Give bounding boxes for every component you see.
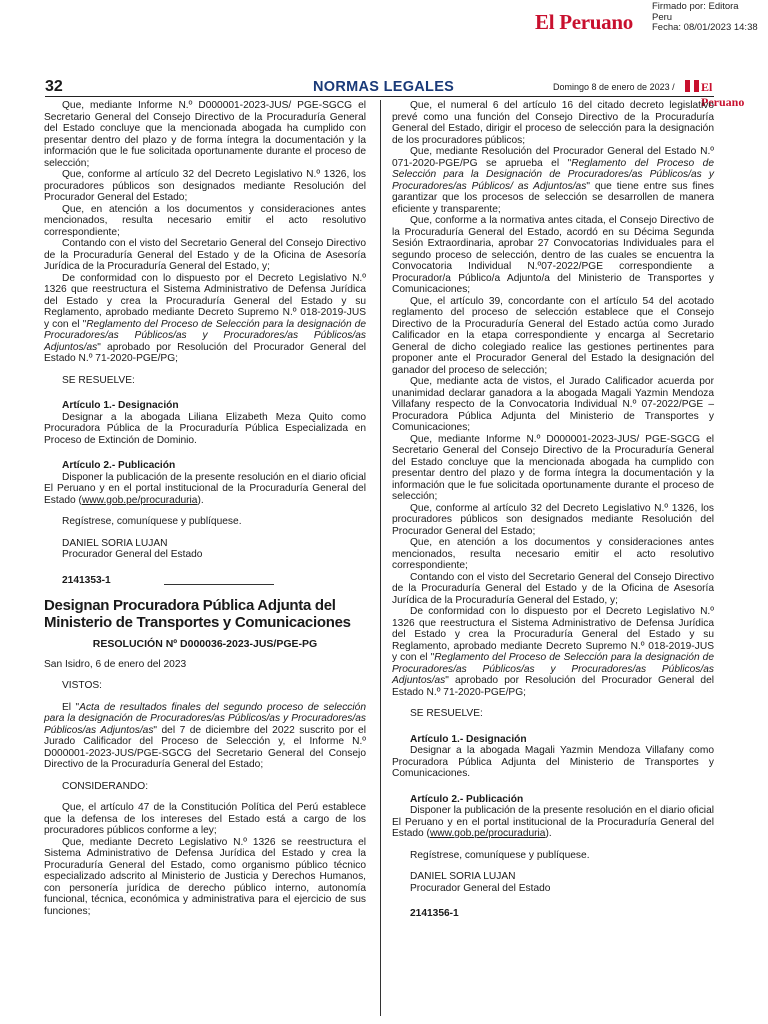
paragraph: Que, mediante Informe N.º D000001-2023-JUS/ PGE-SGCG el Secretario General del Consejo Directivo de la Procuraduría General del Estado concluye que la mencionada abogada ha cumplido con presentar dentro del plazo y de forma íntegra la documentación y la información que le fue solicitada oportunamente durante el proceso de selección;: [44, 100, 366, 169]
paragraph: Contando con el visto del Secretario General del Consejo Directivo de la Procuraduría General del Estado y de la Oficina de Asesoría Jurídica de la Procuraduría General del Estado, y;: [44, 238, 366, 272]
article-2-title: Artículo 2.- Publicación: [410, 793, 524, 805]
signature-line: Peru: [652, 11, 673, 23]
text: " aprobado por Resolución del Procurador General del Estado N.º 71-2020-PGE/PG;: [44, 341, 366, 364]
paragraph: Que, conforme al artículo 32 del Decreto Legislativo N.º 1326, los procuradores públicos son designados mediante Resolución del Procurador General del Estado;: [44, 169, 366, 203]
text: Disponer la publicación de la presente resolución en el diario oficial El Peruano y en el portal institucional de la Procuraduría General del Estado (: [44, 471, 366, 506]
signer-title: Procurador General del Estado: [410, 882, 551, 894]
section-title: NORMAS LEGALES: [313, 79, 455, 95]
article-2-title: Artículo 2.- Publicación: [62, 460, 176, 471]
article-1-title: Artículo 1.- Designación: [410, 733, 527, 745]
italic-text: Reglamento del Proceso de Selección para la designación de Procuradores/as Públicos/as y Procuradores/as Públicos/as Adjuntos/as: [392, 652, 714, 686]
column-divider: [380, 100, 381, 1016]
text: El ": [62, 701, 80, 713]
closing-text: Regístrese, comuníquese y publíquese.: [62, 516, 242, 527]
text: De conformidad con lo dispuesto por el Decreto Legislativo N.º 1326 que reestructura el Sistema Administrativo de Defensa Jurídica del Estado y crea la Procuraduría General del Estado y su Reglamento, aprobado mediante Decreto Supremo N.º 018-2019-JUS y con el ": [392, 606, 714, 663]
article-1-text: Designar a la abogada Liliana Elizabeth Meza Quito como Procuradora Pública de la Procuraduría Pública Especializada en Proceso de Extinción de Dominio.: [44, 411, 366, 446]
resolve-heading: SE RESUELVE:: [62, 374, 135, 386]
paragraph: [44, 702, 366, 771]
article-1-title: Artículo 1.- Designación: [62, 400, 179, 411]
text: " aprobado por Resolución del Procurador General del Estado N.º 71-2020-PGE/PG;: [392, 675, 714, 698]
paragraph: Que, mediante acta de vistos, el Jurado Calificador acuerda por unanimidad declarar ganadora a la abogada Magali Yazmin Mendoza Villafany respecto de la Convocatoria Individual N.º 07-2022/PGE – Procuradora Pública Adjunta del Ministerio de Transportes y Comunicaciones;: [392, 376, 714, 433]
text: ).: [197, 494, 204, 506]
separator: [164, 584, 274, 585]
paragraph: [392, 606, 714, 698]
paragraph: Que, mediante Decreto Legislativo N.º 1326 se reestructura el Sistema Administrativo de Defensa Jurídica del Estado y crea la Procuraduría General del Estado, como organismo público técnico especializado adscrito al Ministerio de Justicia y Derechos Humanos, con personería jurídica de derecho público interno, autonomía funcional, técnica, económica y administrativa para el ejercicio de sus funciones;: [44, 836, 366, 917]
considerando-heading: CONSIDERANDO:: [62, 780, 149, 792]
signer-title: Procurador General del Estado: [62, 549, 203, 560]
italic-text: Reglamento del Proceso de Selección para la designación de Procuradores/as Públicos/as y Procuradores/as Públicos/as Adjuntos/as: [44, 318, 366, 353]
paragraph: Que, conforme a la normativa antes citada, el Consejo Directivo de la Procuraduría General del Estado, acordó en su Décima Segunda Sesión Extraordinaria, aprobar 27 Convocatorias Individuales para el segundo proceso de selección, dentro de las cuales se encuentra la Convocatoria Individual N.º07-2022/PGE correspondiente a Procurador/a Público/a Adjunto/a del Ministerio de Transportes y Comunicaciones;: [392, 215, 714, 295]
signature-line: Firmado por: Editora: [652, 1, 739, 12]
italic-text: Reglamento del Proceso de Selección para la Designación de Procuradores/as Públicos/as y Procuradores/as Públicos/ as Adjuntos/as: [392, 157, 714, 192]
document-code: 2141356-1: [410, 908, 459, 919]
paragraph: Que, en atención a los documentos y consideraciones antes mencionados, resulta necesario emitir el acto resolutivo correspondiente;: [392, 537, 714, 571]
paragraph: Contando con el visto del Secretario General del Consejo Directivo de la Procuraduría General del Estado y de la Oficina de Asesoría Jurídica de la Procuraduría General del Estado, y;: [392, 571, 714, 606]
text: ).: [545, 828, 552, 839]
vistos-heading: VISTOS:: [62, 680, 103, 691]
paragraph: [44, 273, 366, 365]
document-code: 2141353-1: [62, 574, 111, 586]
text: " que tiene entre sus fines garantizar que los procesos de selección se desarrollen de manera eficiente y transparente;: [392, 180, 714, 215]
paragraph: Que, mediante Informe N.º D000001-2023-JUS/ PGE-SGCG el Secretario General del Consejo Directivo de la Procuraduría General del Estado concluye que la mencionada abogada ha cumplido con presentar dentro del plazo y de forma íntegra la documentación y la información que le fue solicitada oportunamente durante el proceso de selección;: [392, 433, 714, 502]
resolution-number: RESOLUCIÓN Nº D000036-2023-JUS/PGE-PG: [92, 638, 318, 650]
header-brand: El Peruano: [701, 80, 745, 109]
page-number: 32: [45, 78, 63, 95]
left-column: [44, 100, 366, 917]
procuraduria-link[interactable]: www.gob.pe/procuraduria: [429, 828, 546, 839]
italic-text: Acta de resultados finales del segundo proceso de selección para la designación de Procuradores/as Públicos/as y Procuradores/as Públicos/as Adjuntos/as: [44, 701, 366, 736]
procuraduria-link[interactable]: www.gob.pe/procuraduria: [81, 494, 198, 506]
closing-text: Regístrese, comuníquese y publíquese.: [410, 849, 590, 861]
paragraph: Que, en atención a los documentos y consideraciones antes mencionados, resulta necesario emitir el acto resolutivo correspondiente;: [44, 203, 366, 238]
masthead: [0, 0, 768, 68]
page-header: [45, 78, 745, 109]
article-2-text: [44, 472, 366, 507]
article-2-text: [392, 805, 714, 840]
paragraph: [392, 146, 714, 215]
paragraph: Que, el artículo 39, concordante con el artículo 54 del acotado reglamento del proceso de selección establece que el Consejo Directivo de la Procuraduría General del Estado actúa como Jurado Calificador en la etapa correspondiente y encarga al Secretario General de dicho colegiado realice las gestiones pertinentes para proponer ante el Procurador General del Estado la designación del ganador del proceso de selección;: [392, 295, 714, 376]
text: Que, mediante Resolución del Procurador General del Estado N.º 071-2020-PGE/PG se aprueba el ": [392, 146, 714, 169]
signer-name: DANIEL SORIA LUJAN: [62, 537, 168, 549]
el-peruano-logo: El Peruano: [535, 10, 633, 34]
paragraph: Que, conforme al artículo 32 del Decreto Legislativo N.º 1326, los procuradores públicos son designados mediante Resolución del Procurador General del Estado;: [392, 502, 714, 537]
article-1-text: Designar a la abogada Magali Yazmin Mendoza Villafany como Procuradora Pública Adjunta del Ministerio de Transportes y Comunicaciones.: [392, 745, 714, 779]
signature-line: Fecha: 08/01/2023 14:38: [652, 22, 758, 33]
text: " del 7 de diciembre del 2022 suscrito por el Jurado Calificador del Proceso de Selección y, el Informe N.º D000001-2023-JUS/PGE-SGCG del Secretario General del Consejo Directivo de la Procuraduría General del Estado;: [44, 724, 366, 770]
signer-name: DANIEL SORIA LUJAN: [410, 871, 516, 882]
text: Disponer la publicación de la presente resolución en el diario oficial El Peruano y en el portal institucional de la Procuraduría General del Estado (: [392, 805, 714, 839]
text: De conformidad con lo dispuesto por el Decreto Legislativo N.º 1326 que reestructura el Sistema Administrativo de Defensa Jurídica del Estado y crea la Procuraduría General del Estado y su Reglamento, aprobado mediante Decreto Supremo N.º 018-2019-JUS y con el ": [44, 272, 366, 330]
place-date: San Isidro, 6 de enero del 2023: [44, 658, 187, 670]
paragraph: Que, el artículo 47 de la Constitución Política del Perú establece que la defensa de los intereses del Estado está a cargo de los procuradores públicos conforme a ley;: [44, 802, 366, 836]
right-column: [392, 100, 714, 920]
peru-flag-icon: [685, 80, 699, 92]
article-title: Designan Procuradora Pública Adjunta del Ministerio de Transportes y Comunicaciones: [44, 597, 351, 631]
resolve-heading: SE RESUELVE:: [410, 708, 483, 719]
header-date: Domingo 8 de enero de 2023 /: [553, 82, 675, 92]
paragraph: Que, el numeral 6 del artículo 16 del citado decreto legislativo prevé como una función del Consejo Directivo de la Procuraduría General del Estado, dirigir el proceso de selección para la designación de los procuradores públicos;: [392, 100, 714, 146]
digital-signature: [652, 2, 758, 34]
